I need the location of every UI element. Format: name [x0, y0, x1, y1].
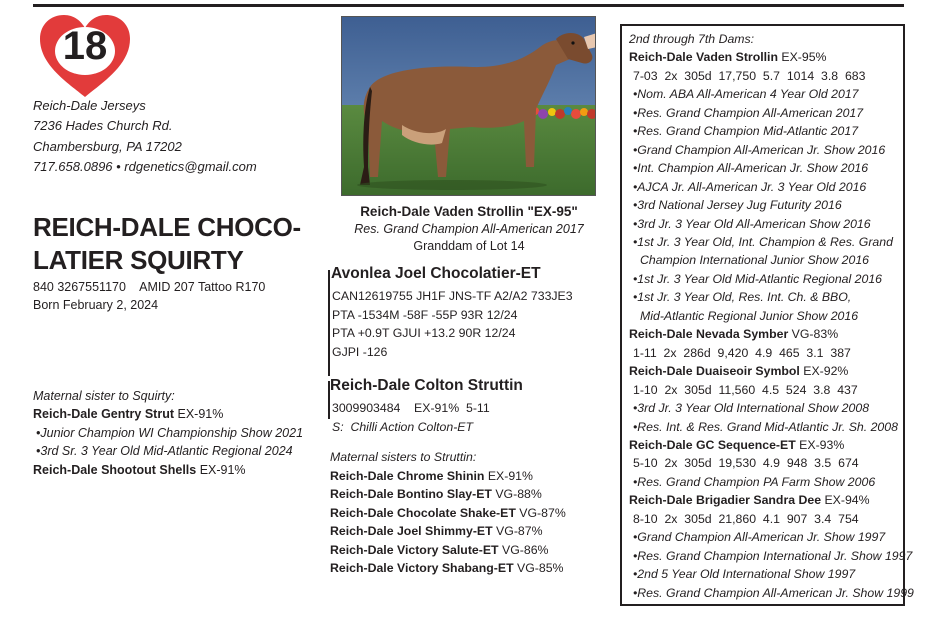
dam-record: 5-10 2x 305d 19,530 4.9 948 3.5 674	[633, 456, 859, 471]
dam-award: •3rd National Jersey Jug Futurity 2016	[633, 198, 842, 213]
sire-line: PTA +0.9T GJUI +13.2 90R 12/24	[332, 326, 516, 340]
dam-name: Reich-Dale Duaiseoir Symbol	[629, 364, 800, 379]
dam-record: 1-10 2x 305d 11,560 4.5 524 3.8 437	[633, 382, 858, 397]
maternal-mid-heading: Maternal sisters to Struttin:	[330, 450, 477, 464]
dam-record: 7-03 2x 305d 17,750 5.7 1014 3.8 683	[633, 68, 866, 83]
dam-entry	[629, 48, 903, 66]
list-item	[330, 467, 566, 486]
dam-name: Reich-Dale Vaden Strollin	[629, 50, 778, 65]
cow-photo	[341, 16, 596, 196]
photo-caption	[330, 203, 608, 256]
caption-award: Res. Grand Champion All-American 2017	[354, 221, 584, 236]
sister-score: VG-88%	[491, 487, 542, 501]
farm-contact: 717.658.0896 • rdgenetics@gmail.com	[33, 158, 257, 174]
dam-line: S: Chilli Action Colton-ET	[332, 419, 474, 434]
dam-info	[332, 399, 490, 436]
farm-city: Chambersburg, PA 17202	[33, 138, 182, 154]
dam-name: Reich-Dale Nevada Symber	[629, 327, 789, 342]
sister-score: VG-87%	[492, 524, 543, 538]
sire-line: CAN12619755 JH1F JNS-TF A2/A2 733JE3	[332, 289, 573, 303]
dam-award: •Grand Champion All-American Jr. Show 1997	[633, 530, 886, 545]
dam-award: •Nom. ABA All-American 4 Year Old 2017	[633, 87, 859, 102]
sister-score: VG-85%	[513, 561, 564, 575]
sister-name: Reich-Dale Victory Shabang-ET	[330, 561, 514, 575]
sire-line: GJPI -126	[332, 344, 388, 359]
dam-award: •Grand Champion All-American Jr. Show 2016	[633, 142, 886, 157]
sister-name: Reich-Dale Joel Shimmy-ET	[330, 524, 493, 538]
dam-entry	[629, 491, 903, 509]
sister-score: VG-86%	[498, 542, 549, 557]
dam-award: Mid-Atlantic Regional Junior Show 2016	[640, 308, 859, 323]
sister-score: EX-91%	[484, 468, 533, 483]
sister-award: •Junior Champion WI Championship Show 2021	[36, 425, 304, 440]
dam-name: Reich-Dale Colton Struttin	[330, 377, 523, 394]
dam-award: Champion International Junior Show 2016	[640, 253, 870, 268]
dam-award: •Res. Int. & Res. Grand Mid-Atlantic Jr. Sh. 2008	[633, 419, 898, 434]
sister-name: Reich-Dale Chocolate Shake-ET	[330, 505, 516, 520]
animal-name-line1: REICH-DALE CHOCO-	[33, 212, 301, 242]
top-rule	[33, 4, 904, 7]
sister-score: EX-91%	[196, 462, 246, 477]
sire-info	[332, 287, 573, 361]
sister-name: Reich-Dale Bontino Slay-ET	[330, 487, 492, 501]
list-item	[330, 504, 566, 523]
farm-info	[33, 96, 257, 177]
lot-number: 18	[62, 24, 108, 68]
dam-record: 8-10 2x 305d 21,860 4.1 907 3.4 754	[633, 511, 859, 526]
sister-score: EX-91%	[174, 407, 224, 422]
dam-score: EX-95%	[777, 50, 827, 65]
dam-award: •3rd Jr. 3 Year Old All-American Show 2016	[633, 216, 871, 231]
dam-award: •Res. Grand Champion PA Farm Show 2006	[633, 474, 876, 489]
animal-name-line2: LATIER SQUIRTY	[33, 245, 244, 275]
sire-line: PTA -1534M -58F -55P 93R 12/24	[332, 307, 518, 322]
sister-name: Reich-Dale Chrome Shinin	[330, 468, 485, 483]
dam-entry	[629, 436, 903, 454]
animal-registration	[33, 278, 265, 314]
dam-line: 3009903484 EX-91% 5-11	[332, 401, 490, 415]
maternal-sisters-mid	[330, 448, 566, 578]
dam-award: •Res. Grand Champion All-American 2017	[633, 105, 864, 120]
caption-name: Reich-Dale Vaden Strollin "EX-95"	[360, 204, 578, 219]
animal-born: Born February 2, 2024	[33, 298, 159, 312]
sister-name: Reich-Dale Victory Salute-ET	[330, 542, 499, 557]
dam-award: •AJCA Jr. All-American Jr. 3 Year Old 2016	[633, 179, 867, 194]
list-item	[330, 522, 566, 541]
dam-award: •Res. Grand Champion Mid-Atlantic 2017	[633, 124, 859, 139]
dam-award: •Res. Grand Champion International Jr. Show 1997	[633, 548, 913, 563]
dam-name: Reich-Dale Brigadier Sandra Dee	[629, 493, 822, 508]
animal-name	[33, 211, 303, 277]
animal-ids: 840 3267551170 AMID 207 Tattoo R170	[33, 280, 266, 294]
list-item	[330, 559, 566, 578]
caption-relation: Granddam of Lot 14	[413, 239, 525, 253]
farm-street: 7236 Hades Church Rd.	[33, 118, 173, 134]
list-item	[330, 485, 566, 504]
sire-name: Avonlea Joel Chocolatier-ET	[331, 265, 541, 282]
sire-rule	[328, 270, 330, 376]
dam-award: •Res. Grand Champion All-American Jr. Show 1999	[633, 585, 914, 600]
dam-award: •1st Jr. 3 Year Old, Res. Int. Ch. & BBO,	[633, 290, 852, 305]
dam-score: VG-83%	[788, 327, 839, 342]
dam-award: •Int. Champion All-American Jr. Show 2016	[633, 161, 869, 176]
dam-name: Reich-Dale GC Sequence-ET	[629, 437, 796, 452]
maternal-left-heading: Maternal sister to Squirty:	[33, 389, 175, 403]
sister-score: VG-87%	[515, 505, 566, 520]
dam-entry	[629, 362, 903, 380]
dam-award: •2nd 5 Year Old International Show 1997	[633, 567, 856, 582]
dam-award: •1st Jr. 3 Year Old Mid-Atlantic Regional 2016	[633, 271, 883, 286]
dam-score: EX-92%	[799, 364, 849, 379]
maternal-sisters-left	[33, 387, 303, 479]
pedigree-box	[620, 24, 914, 606]
sister-name: Reich-Dale Shootout Shells	[33, 462, 197, 477]
dam-record: 1-11 2x 286d 9,420 4.9 465 3.1 387	[633, 345, 851, 360]
list-item	[330, 541, 566, 560]
dam-score: EX-94%	[821, 493, 870, 508]
pedigree-heading: 2nd through 7th Dams:	[629, 32, 755, 46]
sister-name: Reich-Dale Gentry Strut	[33, 407, 175, 422]
dam-award: •1st Jr. 3 Year Old, Int. Champion & Res. Grand	[633, 234, 893, 249]
sister-award: •3rd Sr. 3 Year Old Mid-Atlantic Regional 2024	[36, 444, 293, 459]
dam-award: •3rd Jr. 3 Year Old International Show 2008	[633, 401, 870, 416]
farm-name: Reich-Dale Jerseys	[33, 98, 146, 113]
dam-score: EX-93%	[795, 437, 845, 452]
dam-entry	[629, 325, 903, 343]
